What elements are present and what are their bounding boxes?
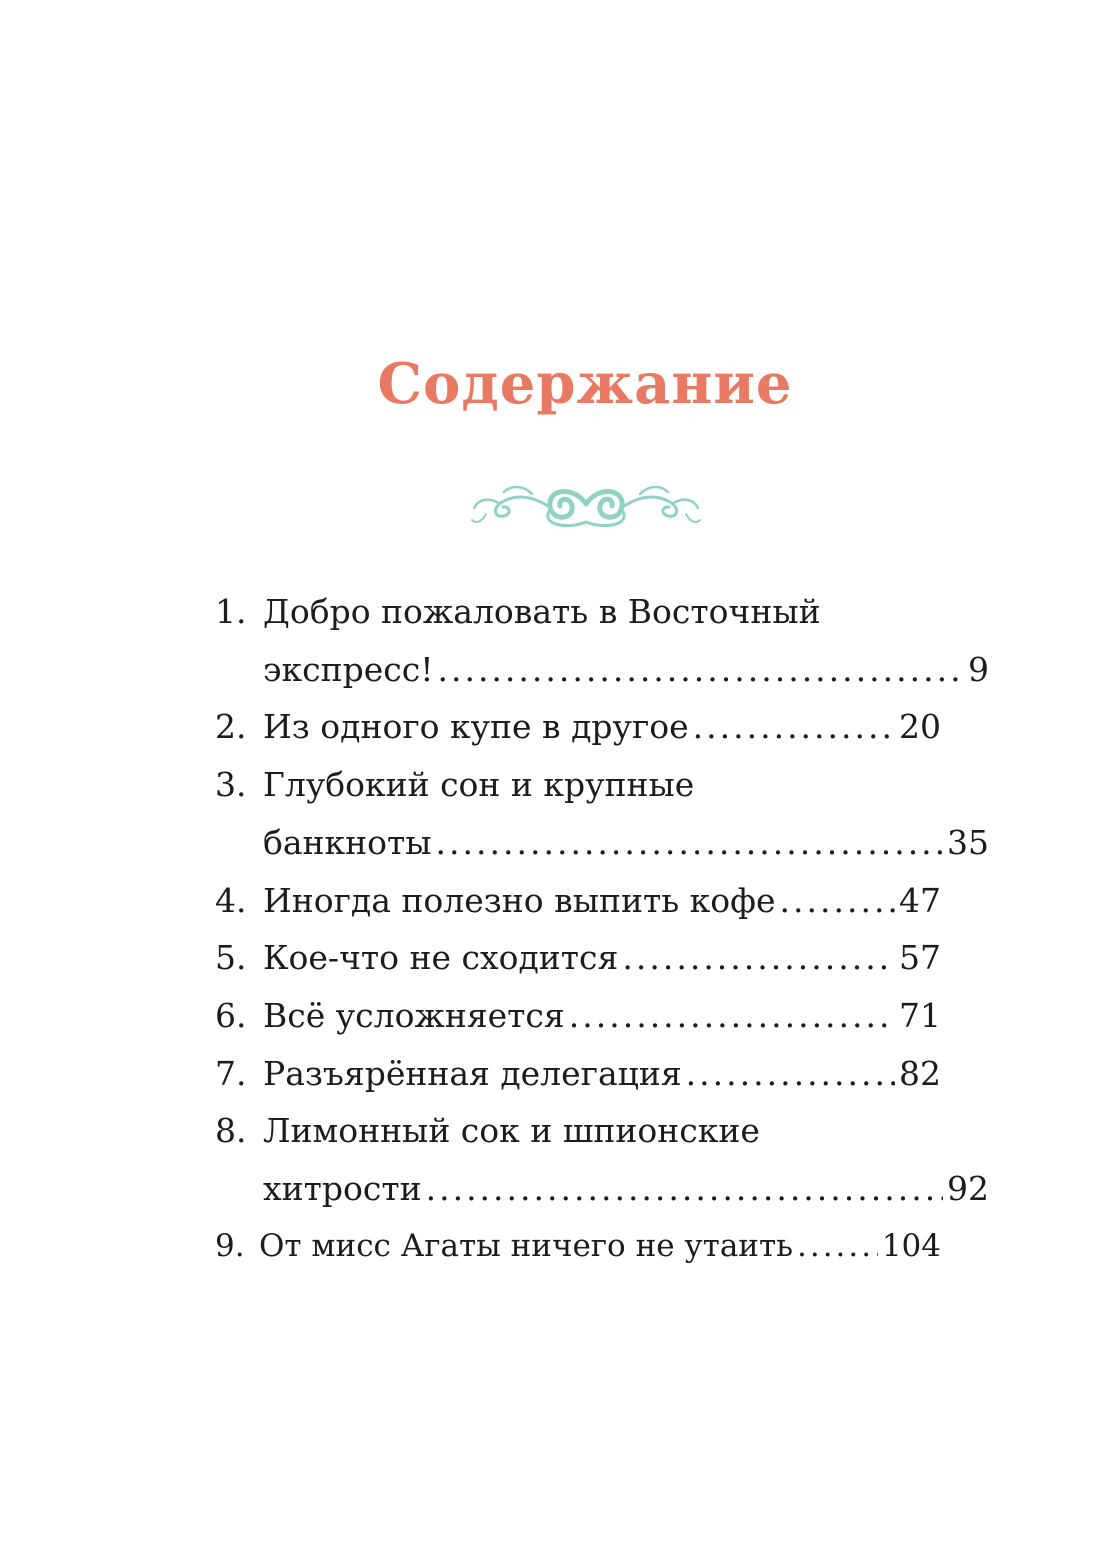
toc-entry (215, 698, 941, 756)
toc-entry-title: От мисс Агаты ничего не утаить (259, 1227, 793, 1264)
toc-entry-row (215, 987, 941, 1045)
toc-leader-dots (622, 929, 895, 987)
toc-leader-dots (437, 641, 964, 699)
toc-entry-number: 1. (215, 592, 247, 631)
toc-entry-title: банкноты (263, 822, 432, 862)
toc-leader-dots (693, 698, 895, 756)
toc-entry (215, 987, 941, 1045)
toc-entry-title: Разъярённая делегация (263, 1053, 682, 1093)
toc-entry-title: Кое-что не сходится (263, 938, 619, 978)
toc-entry-page-number: 9 (968, 649, 989, 689)
toc-entry-title: Из одного купе в другое (263, 707, 689, 747)
toc-entry-number: 9. (215, 1227, 245, 1264)
toc-entry-title-line1: Лимонный сок и шпионские (263, 1111, 760, 1151)
toc-entry-heading-line (215, 583, 941, 641)
toc-entry-number: 7. (215, 1053, 247, 1093)
toc-entry-row (215, 929, 941, 987)
toc-leader-dots (569, 987, 895, 1045)
table-of-contents (215, 583, 989, 1275)
toc-leader-dots (797, 1218, 878, 1276)
toc-entry-page-number: 104 (881, 1227, 941, 1264)
toc-entry (215, 872, 941, 930)
toc-entry-page-number: 20 (899, 707, 941, 747)
toc-leader-dots (686, 1045, 895, 1103)
toc-entry (215, 1218, 941, 1276)
toc-entry-page-number: 35 (947, 822, 989, 862)
toc-entry-row (215, 872, 941, 930)
toc-entry-row (215, 1218, 941, 1276)
toc-entry-title-line1: Глубокий сон и крупные (263, 765, 695, 805)
toc-entry (215, 1045, 941, 1103)
toc-entry-heading-line (215, 1102, 941, 1160)
toc-entry-page-number: 57 (899, 938, 941, 978)
toc-entry-title: хитрости (263, 1169, 422, 1209)
toc-entry-number: 6. (215, 995, 247, 1035)
toc-leader-dots (436, 814, 943, 872)
toc-leader-dots (426, 1160, 943, 1218)
toc-leader-dots (780, 872, 895, 930)
toc-entry-title-line1: Добро пожаловать в Восточный (263, 592, 821, 631)
toc-entry-number: 2. (215, 707, 247, 747)
toc-entry-heading-line (215, 756, 941, 814)
toc-entry (215, 583, 989, 698)
toc-entry-row (215, 1045, 941, 1103)
toc-entry-row (215, 641, 989, 699)
flourish-ornament-icon (470, 474, 702, 536)
toc-entry (215, 756, 989, 871)
toc-entry-title: Иногда полезно выпить кофе (263, 880, 776, 920)
toc-entry-row (215, 1160, 989, 1218)
toc-entry-page-number: 82 (899, 1053, 941, 1093)
toc-entry-page-number: 71 (899, 995, 941, 1035)
toc-entry-number: 3. (215, 765, 247, 805)
toc-entry-page-number: 47 (899, 880, 941, 920)
toc-entry-row (215, 698, 941, 756)
toc-entry-number: 4. (215, 880, 247, 920)
toc-entry-number: 8. (215, 1111, 247, 1151)
page-title: Содержание (377, 351, 793, 417)
toc-entry-title: Всё усложняется (263, 995, 565, 1035)
toc-entry-number: 5. (215, 938, 247, 978)
toc-entry-title: экспресс! (263, 649, 434, 689)
toc-entry (215, 1102, 989, 1217)
toc-entry-page-number: 92 (947, 1169, 989, 1209)
toc-entry-row (215, 814, 989, 872)
toc-entry (215, 929, 941, 987)
